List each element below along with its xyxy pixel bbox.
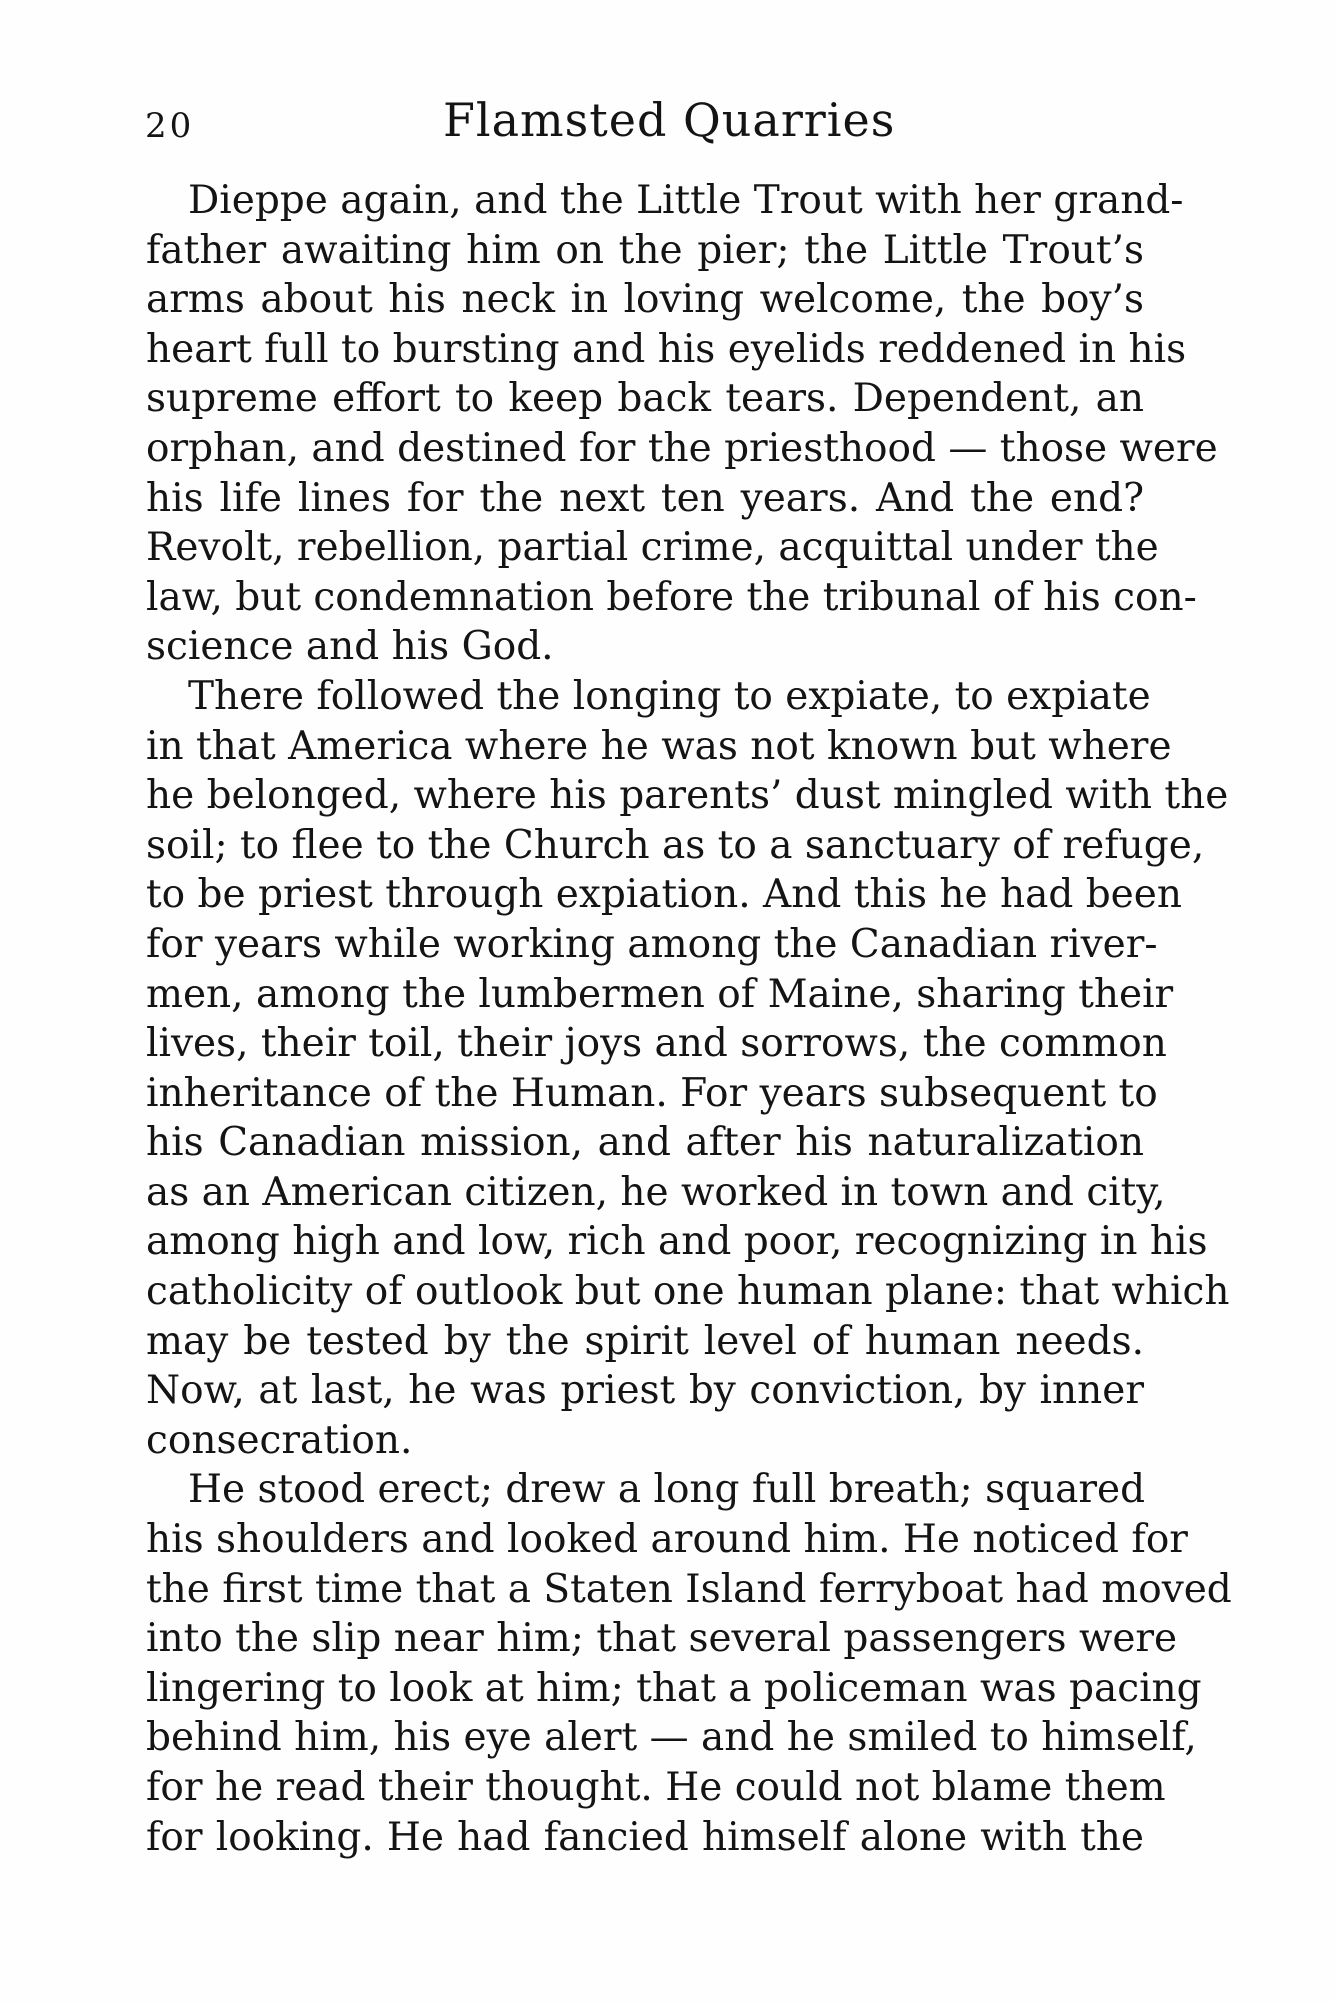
- text-line: for looking. He had fancied himself alone with the: [146, 1814, 1144, 1860]
- text-line: his life lines for the next ten years. And the end?: [146, 475, 1144, 521]
- text-line: lingering to look at him; that a policeman was pacing: [146, 1665, 1202, 1711]
- text-line: for he read their thought. He could not blame them: [146, 1765, 1166, 1810]
- text-line: his Canadian mission, and after his naturalization: [146, 1120, 1144, 1166]
- text-line: among high and low, rich and poor, recognizing in his: [146, 1219, 1208, 1265]
- running-title: Flamsted Quarries: [443, 93, 896, 147]
- text-line: science and his God.: [146, 624, 554, 670]
- text-line: supreme effort to keep back tears. Dependent, an: [146, 376, 1144, 422]
- text-line: to be priest through expiation. And this he had been: [146, 872, 1182, 918]
- text-line: heart full to bursting and his eyelids reddened in his: [146, 326, 1187, 372]
- text-line: father awaiting him on the pier; the Little Trout’s: [146, 227, 1144, 273]
- text-line: Dieppe again, and the Little Trout with her grand-: [188, 178, 1184, 223]
- text-line: There followed the longing to expiate, to expiate: [188, 673, 1151, 719]
- body-text: [146, 176, 1232, 1862]
- text-line: Revolt, rebellion, partial crime, acquittal under the: [146, 525, 1159, 571]
- page-number: 20: [145, 106, 195, 146]
- text-line: soil; to flee to the Church as to a sanctuary of refuge,: [146, 822, 1205, 868]
- text-line: he belonged, where his parents’ dust mingled with the: [146, 773, 1229, 819]
- text-line: law, but condemnation before the tribunal of his con-: [146, 574, 1197, 620]
- text-line: lives, their toil, their joys and sorrows, the common: [146, 1021, 1167, 1067]
- text-line: He stood erect; drew a long full breath; squared: [188, 1467, 1146, 1513]
- text-line: consecration.: [146, 1417, 413, 1463]
- page-header: [145, 92, 1145, 152]
- text-line: the first time that a Staten Island ferryboat had moved: [146, 1566, 1232, 1612]
- text-line: men, among the lumbermen of Maine, sharing their: [146, 971, 1174, 1017]
- text-line: into the slip near him; that several passengers were: [146, 1616, 1178, 1662]
- paragraph-3: [146, 1465, 1232, 1862]
- text-line: as an American citizen, he worked in town and city,: [146, 1169, 1166, 1215]
- text-line: for years while working among the Canadian river-: [146, 921, 1158, 967]
- paragraph-2: [146, 672, 1230, 1466]
- text-line: catholicity of outlook but one human plane: that which: [146, 1269, 1230, 1315]
- text-line: inheritance of the Human. For years subsequent to: [146, 1070, 1158, 1116]
- text-line: Now, at last, he was priest by conviction, by inner: [146, 1368, 1144, 1414]
- text-line: arms about his neck in loving welcome, the boy’s: [146, 277, 1144, 323]
- paragraph-1: [146, 176, 1218, 672]
- text-line: in that America where he was not known but where: [146, 723, 1172, 769]
- text-line: behind him, his eye alert — and he smiled to himself,: [146, 1715, 1197, 1761]
- text-line: orphan, and destined for the priesthood — those were: [146, 425, 1218, 471]
- text-line: may be tested by the spirit level of human needs.: [146, 1318, 1144, 1364]
- text-line: his shoulders and looked around him. He noticed for: [146, 1517, 1188, 1563]
